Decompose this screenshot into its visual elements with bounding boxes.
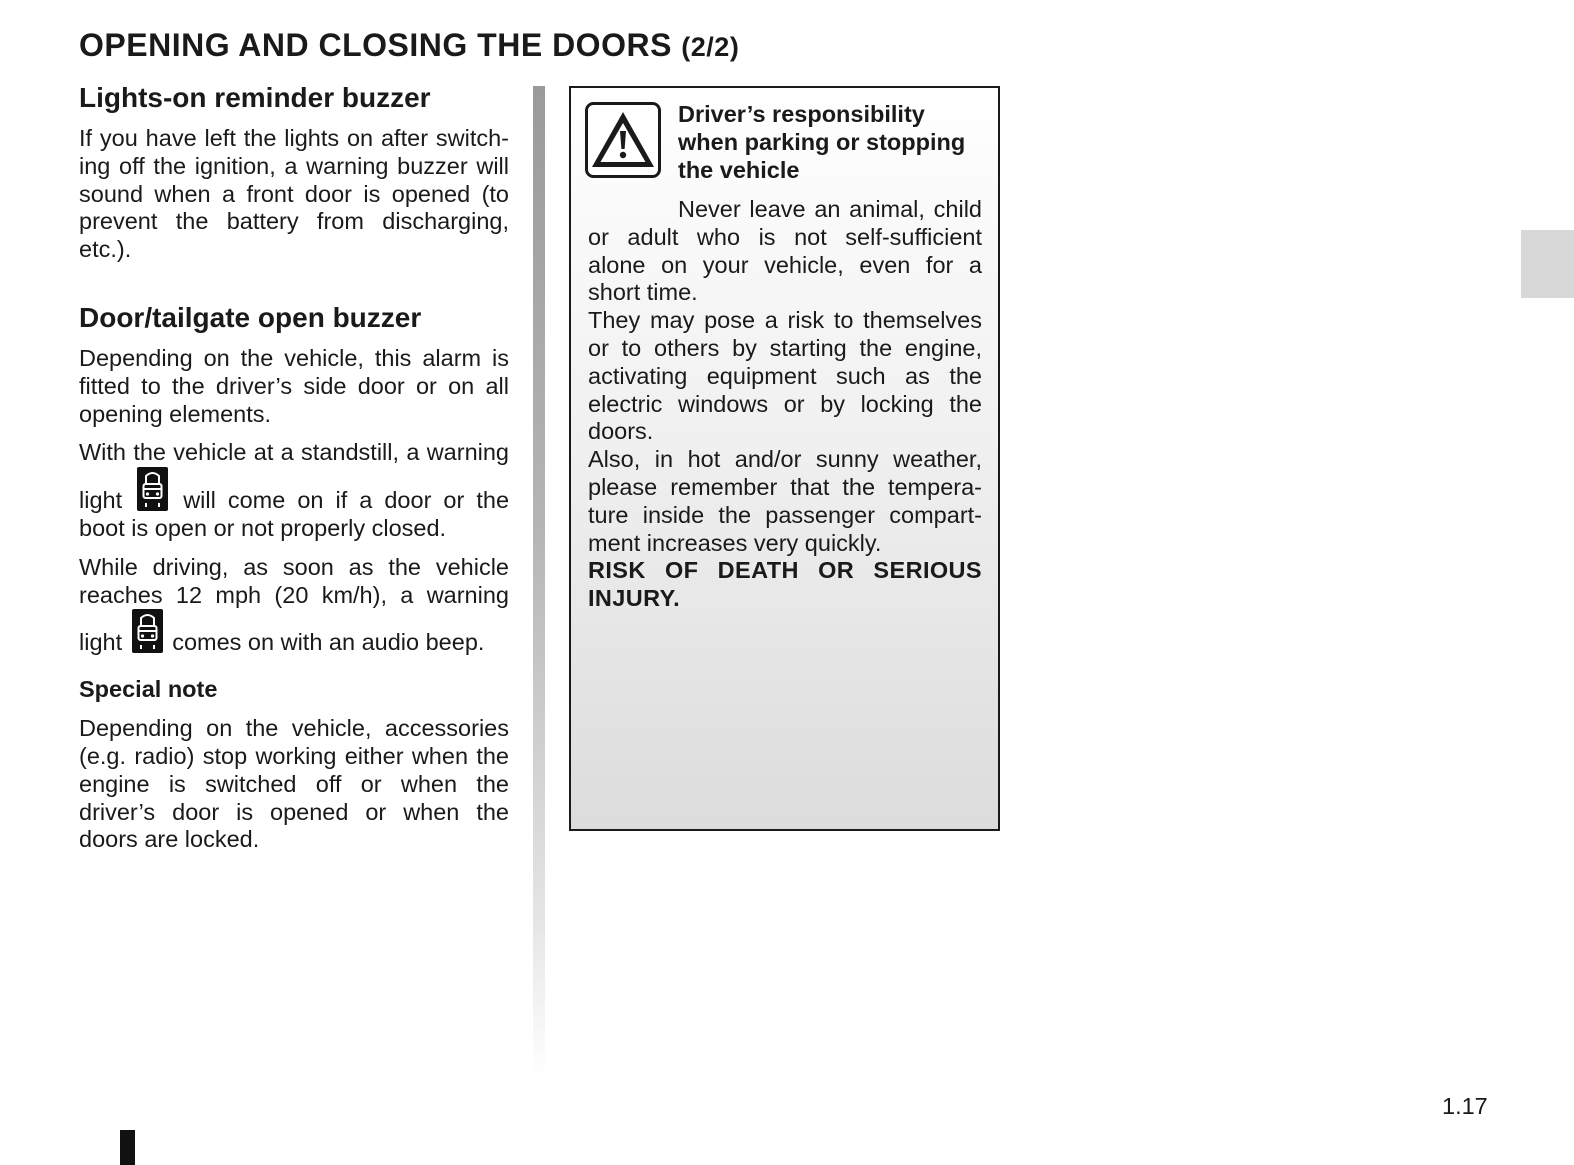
door-open-warning-icon [132, 609, 163, 653]
lights-on-heading: Lights-on reminder buzzer [79, 82, 431, 113]
warning-para-1: Never leave an animal, child or adult who is not self-sufficient alone on your vehicle, even for a short time. [588, 196, 982, 306]
warning-triangle-icon [585, 102, 661, 178]
warning-risk-statement: RISK OF DEATH OR SERIOUS INJURY. [588, 557, 982, 612]
chapter-tab [1521, 230, 1574, 298]
special-note-heading: Special note [79, 676, 218, 703]
left-column [79, 80, 509, 854]
warning-para-2: They may pose a risk to themselves or to others by starting the engine, activating equipment such as the electric windows or by locking the doors. [588, 307, 982, 445]
column-divider-bar [533, 86, 545, 1076]
page-title-part: (2/2) [681, 32, 740, 62]
lights-on-text: If you have left the lights on after switching off the ignition, a warning buzzer will sound when a front door is opened (to prevent the battery from discharging, etc.). [79, 125, 509, 263]
door-buzzer-text-3 [79, 554, 509, 657]
footer-mark [120, 1130, 135, 1165]
warning-box [569, 86, 1000, 831]
warning-title: Driver’s responsibility when parking or stopping the vehicle [678, 101, 966, 183]
page-title [79, 25, 739, 67]
door-buzzer-text-2-after: will come on if a door or the boot is open or not properly closed. [79, 487, 510, 541]
warning-para-3: Also, in hot and/or sunny weather, please remember that the temperature inside the passenger compartment increases very quickly. [588, 446, 982, 556]
page-title-text: OPENING AND CLOSING THE DOORS [79, 27, 672, 63]
special-note-text: Depending on the vehicle, accessories (e.g. radio) stop working either when the engine is switched off or when the driver’s door is opened or when the doors are locked. [79, 715, 509, 853]
door-buzzer-heading: Door/tailgate open buzzer [79, 301, 422, 333]
door-buzzer-text-3-after: comes on with an audio beep. [172, 629, 485, 656]
warning-body [588, 196, 982, 613]
door-buzzer-text-2 [79, 439, 509, 542]
door-buzzer-text-2-before: With the vehicle at a standstill, a warning light [79, 439, 509, 514]
door-buzzer-text-1: Depending on the vehicle, this alarm is fitted to the driver’s side door or on all opening elements. [79, 344, 509, 427]
door-open-warning-icon [137, 467, 168, 511]
door-buzzer-text-3-before: While driving, as soon as the vehicle reaches 12 mph (20 km/h), a warning light [79, 553, 509, 656]
page-number: 1.17 [1442, 1093, 1488, 1119]
